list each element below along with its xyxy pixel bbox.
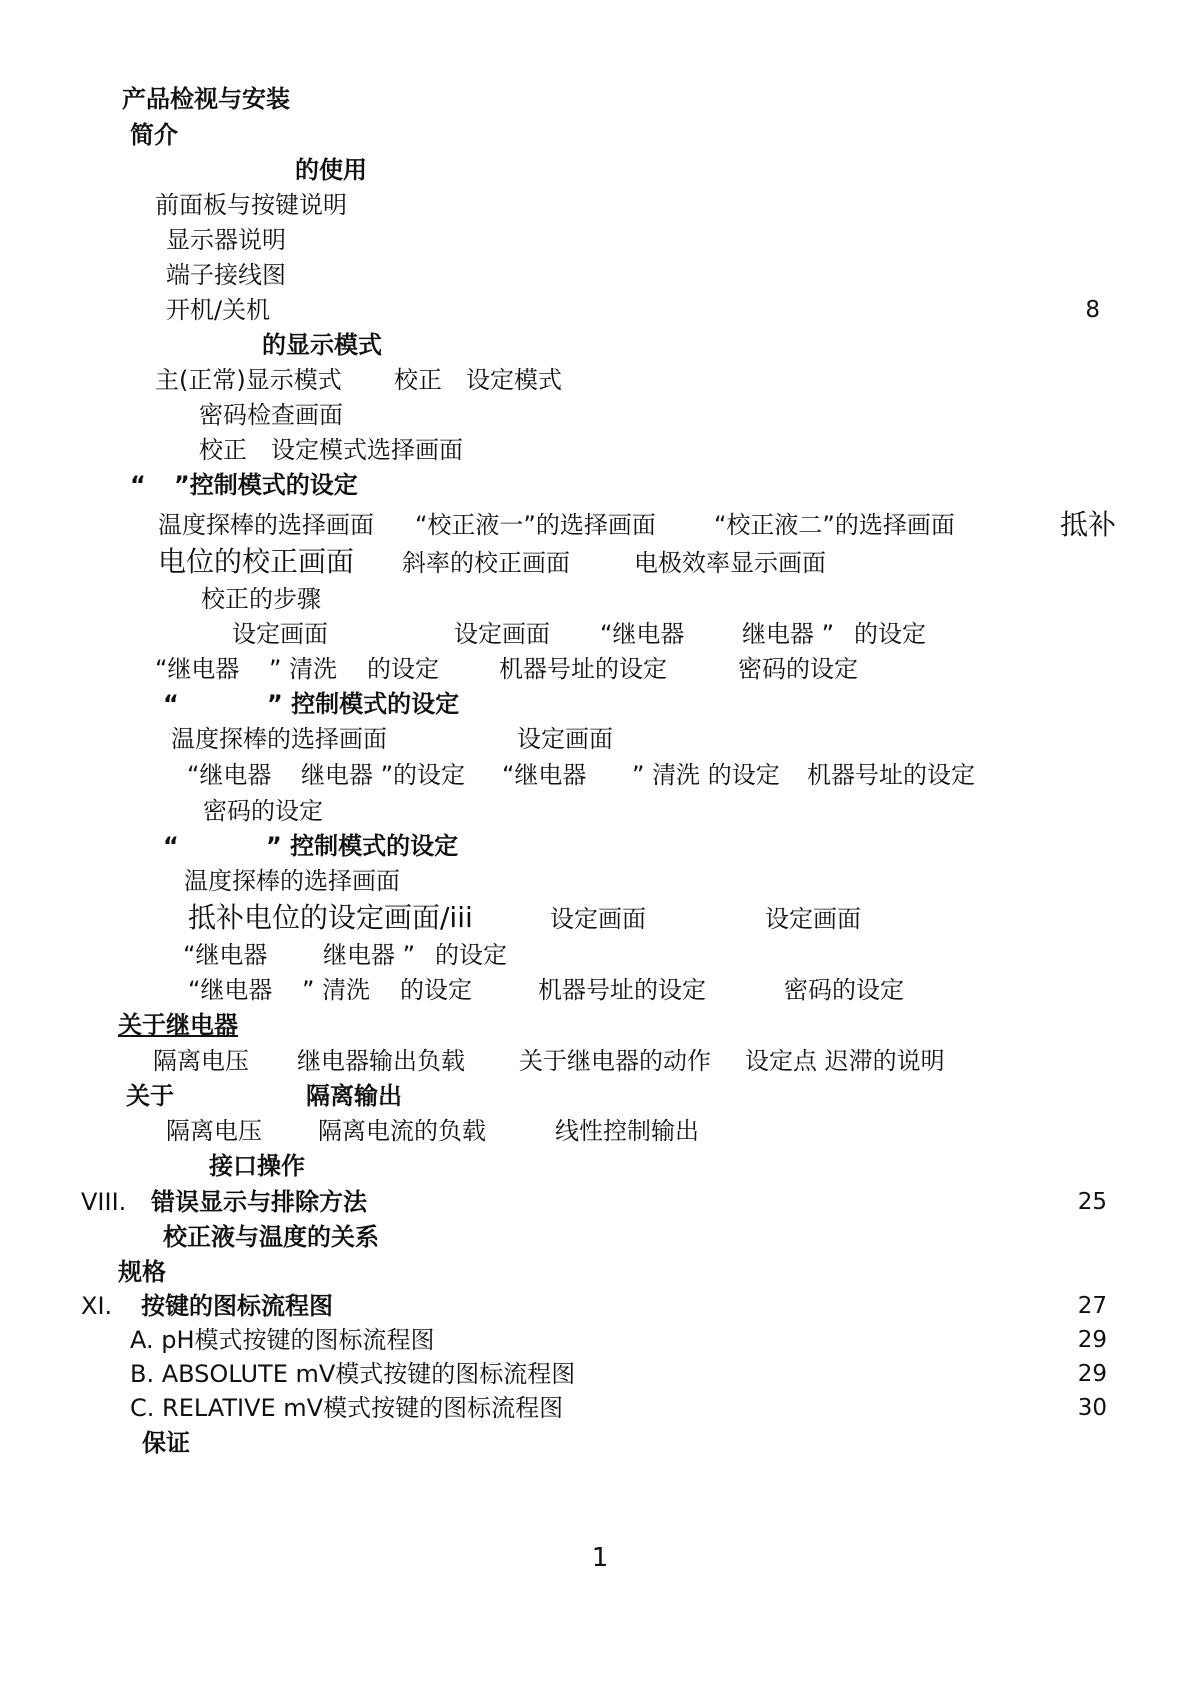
toc-text: “继电器: [187, 761, 272, 789]
toc-text: 设定模式: [466, 366, 562, 394]
toc-text: 按键的图标流程图: [141, 1292, 333, 1320]
toc-text: “: [163, 690, 179, 718]
toc-entry-ph-flowchart: A. pH模式按键的图标流程图: [130, 1326, 435, 1354]
toc-text: 斜率的校正画面: [402, 549, 570, 577]
toc-entry-power-on-off: 开机/关机: [166, 296, 271, 324]
toc-text: 的设定: [400, 976, 472, 1004]
toc-page-number: 27: [1077, 1293, 1107, 1319]
toc-entry-isolated-output: [126, 1081, 476, 1111]
toc-entry-relay-details: [153, 1046, 1003, 1076]
toc-text: “继电器: [155, 655, 240, 683]
toc-entry-offset-setting-3: [188, 901, 938, 935]
toc-text: 继电器 ”的设定: [301, 761, 466, 789]
toc-entry-usage: 的使用: [295, 156, 367, 184]
toc-entry-relay-wash-3: [188, 975, 988, 1005]
toc-text: “继电器: [502, 761, 587, 789]
toc-text: 继电器输出负载: [297, 1047, 465, 1075]
toc-entry-setting-screens: [232, 619, 982, 649]
toc-entry-relay-2: [187, 760, 1037, 790]
toc-entry-password-check: 密码检查画面: [199, 401, 343, 429]
toc-text: “校正液一”的选择画面: [415, 511, 656, 539]
toc-text: 的设定: [854, 620, 926, 648]
toc-text: 设定画面: [765, 905, 861, 933]
toc-text: 密码的设定: [738, 655, 858, 683]
toc-entry-calibration-screens: [158, 508, 1158, 542]
toc-text: ” 清洗 的设定: [632, 761, 780, 789]
toc-entry-relay-wash: [155, 654, 955, 684]
toc-text: 校正: [394, 366, 442, 394]
toc-entry-buffer-temp: 校正液与温度的关系: [163, 1223, 379, 1251]
toc-page-number: 8: [1085, 297, 1100, 323]
toc-entry-terminal-wiring: 端子接线图: [166, 261, 286, 289]
toc-entry-inspection-installation: 产品检视与安装: [122, 85, 290, 113]
toc-text: ” 控制模式的设定: [266, 832, 459, 860]
toc-entry-control-mode-1: [130, 470, 480, 500]
toc-text: 线性控制输出: [555, 1117, 699, 1145]
toc-text: VIII.: [81, 1188, 127, 1216]
toc-page-number: 29: [1077, 1327, 1107, 1353]
toc-entry-warranty: 保证: [142, 1429, 190, 1457]
toc-entry-control-mode-3: [163, 831, 513, 861]
toc-text: 主(正常)显示模式: [155, 366, 342, 394]
toc-entry-display-modes: 的显示模式: [262, 331, 382, 359]
toc-text: ”控制模式的设定: [174, 471, 358, 499]
toc-entry-relative-mv-flowchart: C. RELATIVE mV模式按键的图标流程图: [130, 1394, 564, 1422]
toc-text: 隔离电压: [166, 1117, 262, 1145]
toc-entry-temp-probe-3: 温度探棒的选择画面: [184, 867, 400, 895]
toc-text: 继电器 ”: [323, 941, 416, 969]
toc-text: 机器号址的设定: [807, 761, 975, 789]
toc-text: 电极效率显示画面: [634, 549, 826, 577]
toc-text: “校正液二”的选择画面: [714, 511, 955, 539]
toc-entry-error-display: [81, 1187, 481, 1217]
toc-text: 隔离电流的负载: [318, 1117, 486, 1145]
toc-text: 的设定: [435, 941, 507, 969]
toc-text: 抵补: [1060, 508, 1117, 541]
toc-text: 设定点 迟滞的说明: [745, 1047, 945, 1075]
toc-text: “继电器: [600, 620, 685, 648]
toc-text: 隔离输出: [306, 1082, 402, 1110]
toc-text: 设定画面: [454, 620, 550, 648]
toc-text: 温度探棒的选择画面: [171, 725, 387, 753]
toc-text: 继电器 ”: [742, 620, 835, 648]
toc-text: “: [163, 832, 179, 860]
toc-entry-main-display-mode: [155, 365, 755, 395]
toc-page-number: 25: [1077, 1189, 1107, 1215]
toc-text: 校正: [199, 436, 247, 464]
toc-text: “: [130, 471, 146, 499]
toc-text: 机器号址的设定: [499, 655, 667, 683]
toc-text: “继电器: [183, 941, 268, 969]
toc-text: 设定模式选择画面: [271, 436, 463, 464]
toc-text: 电位的校正画面: [158, 545, 355, 578]
toc-text: ” 控制模式的设定: [267, 690, 460, 718]
toc-text: 设定画面: [550, 905, 646, 933]
toc-entry-interface-operation: 接口操作: [209, 1152, 305, 1180]
toc-text: ” 清洗: [269, 655, 338, 683]
toc-entry-relay-3: [183, 940, 633, 970]
toc-text: 设定画面: [517, 725, 613, 753]
toc-entry-isolation-details: [166, 1116, 816, 1146]
toc-entry-display: 显示器说明: [166, 226, 286, 254]
toc-text: 抵补电位的设定画面/iii: [188, 901, 473, 934]
toc-text: 机器号址的设定: [538, 976, 706, 1004]
toc-entry-temp-probe-2: [171, 724, 671, 754]
toc-entry-about-relays: 关于继电器: [118, 1011, 238, 1039]
toc-text: 关于继电器的动作: [519, 1047, 711, 1075]
toc-text: 错误显示与排除方法: [151, 1188, 367, 1216]
page-number: 1: [591, 1543, 609, 1573]
toc-text: 设定画面: [232, 620, 328, 648]
toc-entry-calibration-steps: 校正的步骤: [201, 585, 321, 613]
toc-entry-front-panel: 前面板与按键说明: [155, 191, 347, 219]
toc-page-number: 30: [1077, 1395, 1107, 1421]
toc-text: XI.: [81, 1292, 113, 1320]
toc-entry-mode-select: [199, 435, 599, 465]
toc-entry-password-2: 密码的设定: [203, 797, 323, 825]
toc-text: 隔离电压: [153, 1047, 249, 1075]
toc-text: 关于: [126, 1082, 174, 1110]
toc-page-number: 29: [1077, 1361, 1107, 1387]
toc-text: 的设定: [367, 655, 439, 683]
toc-text: 密码的设定: [784, 976, 904, 1004]
toc-entry-specifications: 规格: [118, 1258, 166, 1286]
toc-text: ” 清洗: [302, 976, 371, 1004]
toc-entry-offset-slope: [158, 545, 958, 579]
toc-entry-control-mode-2: [163, 689, 513, 719]
toc-entry-introduction: 简介: [130, 121, 178, 149]
toc-entry-key-flowchart: [81, 1291, 431, 1321]
toc-entry-absolute-mv-flowchart: B. ABSOLUTE mV模式按键的图标流程图: [130, 1360, 576, 1388]
toc-text: 温度探棒的选择画面: [158, 511, 374, 539]
toc-text: “继电器: [188, 976, 273, 1004]
